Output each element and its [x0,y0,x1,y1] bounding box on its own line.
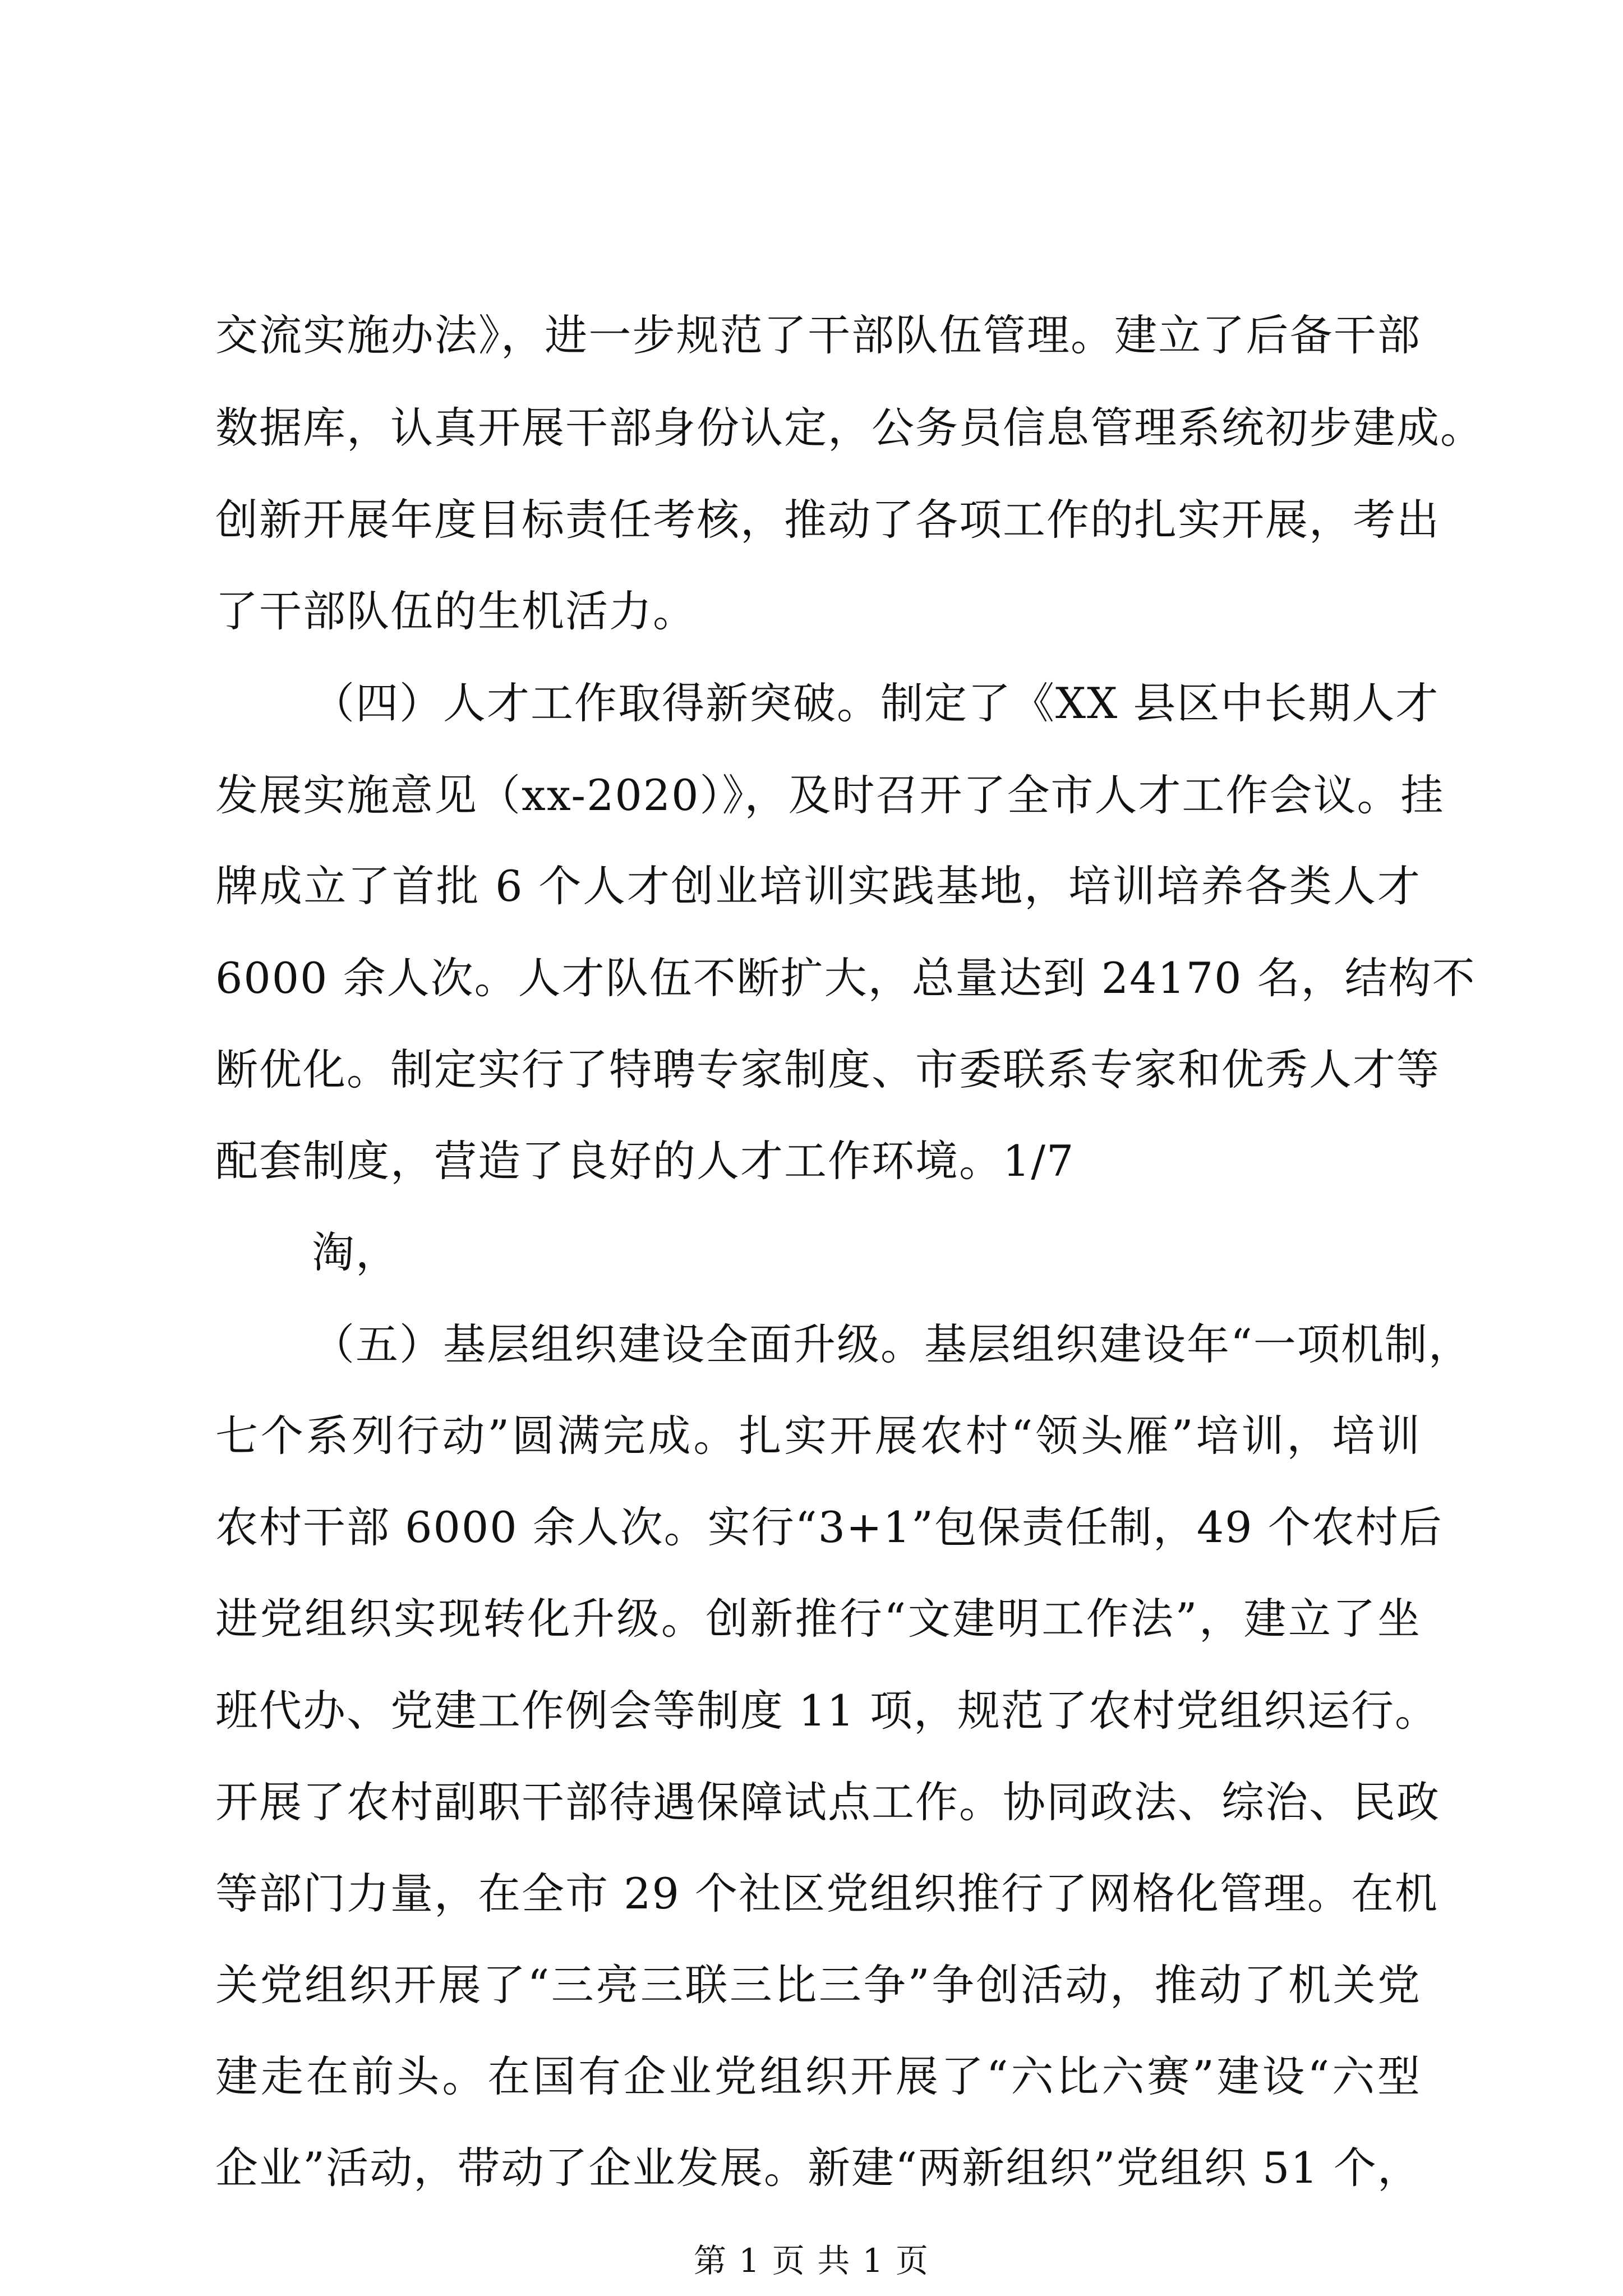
paragraph-heading-4: （四）人才工作取得新突破。制定了《XX 县区中长期人才 [312,678,1440,728]
text-line: 进党组织实现转化升级。创新推行“文建明工作法”，建立了坐 [215,1594,1421,1644]
text-line: 开展了农村副职干部待遇保障试点工作。协同政法、综治、民政 [215,1777,1440,1827]
text-line: 七个系列行动”圆满完成。扎实开展农村“领头雁”培训，培训 [215,1411,1421,1461]
paragraph-heading-5: （五）基层组织建设全面升级。基层组织建设年“一项机制， [312,1319,1472,1369]
text-line: 农村干部 6000 余人次。实行“3+1”包保责任制，49 个农村后 [215,1502,1443,1552]
text-line: 创新开展年度目标责任考核，推动了各项工作的扎实开展，考出 [215,495,1440,545]
text-line: 关党组织开展了“三亮三联三比三争”争创活动，推动了机关党 [215,1960,1421,2010]
text-line: 企业”活动，带动了企业发展。新建“两新组织”党组织 51 个， [215,2143,1421,2193]
text-line: 淘， [312,1227,399,1277]
text-line: 牌成立了首批 6 个人才创业培训实践基地，培训培养各类人才 [215,861,1421,911]
text-line: 班代办、党建工作例会等制度 11 项，规范了农村党组织运行。 [215,1686,1439,1736]
page-footer: 第 1 页 共 1 页 [694,2242,929,2280]
text-line: 了干部队伍的生机活力。 [215,586,697,636]
text-line: 建走在前头。在国有企业党组织开展了“六比六赛”建设“六型 [215,2051,1421,2101]
text-line: 配套制度，营造了良好的人才工作环境。1/7 [215,1136,1075,1186]
text-line: 断优化。制定实行了特聘专家制度、市委联系专家和优秀人才等 [215,1045,1440,1094]
text-line: 交流实施办法》，进一步规范了干部队伍管理。建立了后备干部 [215,310,1421,360]
text-line: 等部门力量，在全市 29 个社区党组织推行了网格化管理。在机 [215,1869,1439,1918]
text-line: 6000 余人次。人才队伍不断扩大，总量达到 24170 名，结构不 [215,953,1476,1003]
text-line: 数据库，认真开展干部身份认定，公务员信息管理系统初步建成。 [215,403,1484,453]
text-line: 发展实施意见（xx-2020）》，及时召开了全市人才工作会议。挂 [215,770,1445,820]
